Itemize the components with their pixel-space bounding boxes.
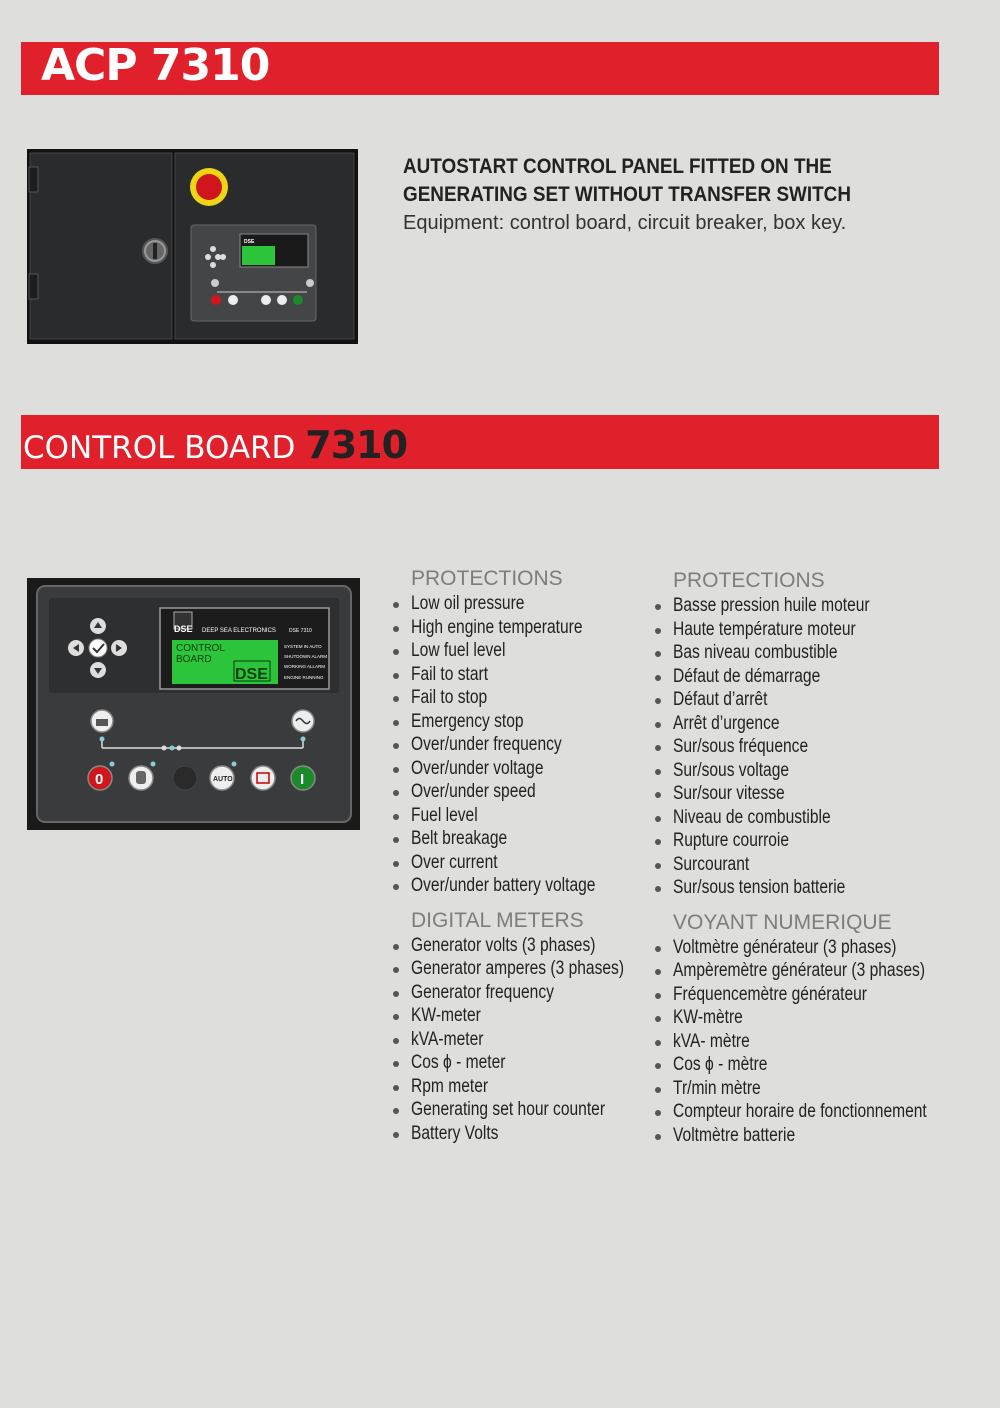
list-item: Basse pression huile moteur [655, 594, 982, 618]
protections-list-en [393, 592, 671, 898]
list-item: Cos ϕ - meter [393, 1051, 671, 1075]
manual-button-icon [129, 766, 153, 790]
list-item: Défaut d’arrêt [655, 688, 982, 712]
lcd-dse-logo: DSE [235, 666, 268, 683]
list-item: Over/under voltage [393, 757, 671, 781]
list-item: Haute température moteur [655, 618, 982, 642]
lcd-text-control: CONTROL [176, 643, 225, 654]
list-item: Low fuel level [393, 639, 671, 663]
english-column [393, 566, 671, 1145]
list-item: Sur/sous tension batterie [655, 876, 982, 900]
status-shutdown: SHUTDOWN ALARM [284, 654, 328, 659]
list-item: Rpm meter [393, 1075, 671, 1099]
list-item: Voltmètre générateur (3 phases) [655, 936, 982, 960]
list-item: Sur/sour vitesse [655, 782, 982, 806]
panel-description [403, 153, 963, 237]
list-item: Emergency stop [393, 710, 671, 734]
list-item: Défaut de démarrage [655, 665, 982, 689]
list-item: Over/under speed [393, 780, 671, 804]
door-lock-icon [143, 239, 167, 263]
control-cabinet-image [27, 149, 358, 344]
lcd-text-board: BOARD [176, 654, 212, 665]
section-title-text: CONTROL BOARD [23, 430, 296, 466]
list-item: Niveau de combustible [655, 806, 982, 830]
protections-heading-fr: PROTECTIONS [673, 569, 825, 592]
list-item: Rupture courroie [655, 829, 982, 853]
list-item: High engine temperature [393, 616, 671, 640]
list-item: Generator volts (3 phases) [393, 934, 671, 958]
list-item: Bas niveau combustible [655, 641, 982, 665]
description-line-2: GENERATING SET WITHOUT TRANSFER SWITCH [403, 183, 851, 206]
list-item: KW-mètre [655, 1006, 982, 1030]
start-button-icon [291, 766, 315, 790]
meters-list-fr [655, 936, 982, 1148]
equipment-text: Equipment: control board, circuit breaker, box key. [403, 212, 847, 234]
auto-button-icon [210, 766, 234, 790]
list-item: Tr/min mètre [655, 1077, 982, 1101]
lcd-maker: DEEP SEA ELECTRONICS [202, 628, 276, 634]
protections-heading-en: PROTECTIONS [411, 567, 563, 590]
status-warning: WORKING ALLARM [284, 664, 326, 669]
list-item: Sur/sous fréquence [655, 735, 982, 759]
description-line-1: AUTOSTART CONTROL PANEL FITTED ON THE [403, 155, 832, 178]
section-title [23, 423, 407, 467]
list-item: Over current [393, 851, 671, 875]
mini-brand: DSE [244, 239, 255, 245]
lcd-model: DSE 7310 [289, 628, 312, 634]
list-item: Over/under battery voltage [393, 874, 671, 898]
status-system-auto: SYSTEM IN AUTO [284, 644, 322, 649]
list-item: Generator frequency [393, 981, 671, 1005]
list-item: kVA- mètre [655, 1030, 982, 1054]
french-column [655, 568, 982, 1147]
list-item: Generating set hour counter [393, 1098, 671, 1122]
control-board-image [27, 578, 360, 830]
list-item: Compteur horaire de fonctionnement [655, 1100, 982, 1124]
list-item: Cos ϕ - mètre [655, 1053, 982, 1077]
start-label: I [300, 771, 305, 788]
list-item: Ampèremètre générateur (3 phases) [655, 959, 982, 983]
lcd-brand: DSE [174, 624, 193, 634]
alarm-mute-button-icon [251, 766, 275, 790]
auto-label: AUTO [213, 776, 233, 783]
list-item: Fuel level [393, 804, 671, 828]
list-item: Voltmètre batterie [655, 1124, 982, 1148]
title-banner-acp [21, 42, 939, 95]
meters-heading-fr: VOYANT NUMERIQUE [673, 910, 892, 934]
list-item: Battery Volts [393, 1122, 671, 1146]
list-item: Surcourant [655, 853, 982, 877]
list-item: Sur/sous voltage [655, 759, 982, 783]
stop-label: 0 [95, 771, 104, 788]
list-item: Belt breakage [393, 827, 671, 851]
blank-button-icon [173, 766, 197, 790]
meters-heading-en: DIGITAL METERS [411, 908, 584, 932]
list-item: Arrêt d’urgence [655, 712, 982, 736]
list-item: Over/under frequency [393, 733, 671, 757]
list-item: Low oil pressure [393, 592, 671, 616]
list-item: Generator amperes (3 phases) [393, 957, 671, 981]
section-title-number: 7310 [305, 423, 408, 467]
list-item: Fail to start [393, 663, 671, 687]
meters-list-en [393, 934, 671, 1146]
title-banner-control-board [21, 415, 939, 469]
protections-list-fr [655, 594, 982, 900]
page-title: ACP 7310 [41, 40, 270, 91]
emergency-stop-icon [190, 168, 228, 206]
list-item: kVA-meter [393, 1028, 671, 1052]
list-item: Fréquencemètre générateur [655, 983, 982, 1007]
stop-button-icon [88, 766, 112, 790]
status-engine: ENGINE RUNNING [284, 675, 324, 680]
list-item: KW-meter [393, 1004, 671, 1028]
list-item: Fail to stop [393, 686, 671, 710]
